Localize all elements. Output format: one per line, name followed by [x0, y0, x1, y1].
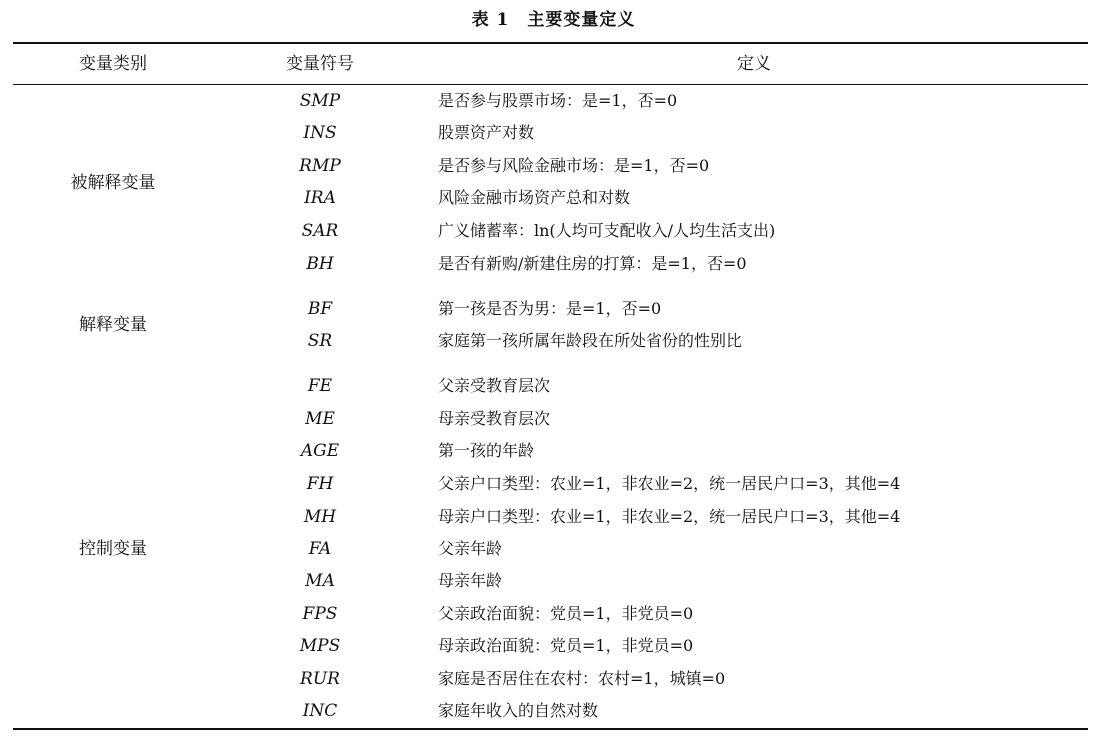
table-row: [0, 502, 1107, 532]
variable-definition: 家庭年收入的自然对数: [438, 701, 599, 720]
variable-symbol: INS: [303, 123, 337, 143]
variable-definition: 广义储蓄率：ln(人均可支配收入/人均生活支出): [438, 221, 776, 240]
table-row: [0, 216, 1107, 246]
variable-definition: 家庭是否居住在农村：农村=1，城镇=0: [438, 669, 726, 688]
variable-definition: 股票资产对数: [438, 123, 535, 142]
group-label-dependent: 被解释变量: [70, 173, 156, 193]
variable-definition: 母亲受教育层次: [438, 409, 551, 428]
table-number: 表 1: [471, 10, 510, 30]
variable-symbol: ME: [305, 409, 335, 429]
variable-symbol: SMP: [299, 91, 341, 111]
bottom-rule: [13, 728, 1088, 730]
variable-definition: 母亲年龄: [438, 571, 503, 590]
variable-symbol: AGE: [300, 441, 340, 461]
variable-symbol: MA: [305, 571, 335, 591]
table-row: [0, 534, 1107, 564]
table-row: [0, 294, 1107, 324]
variable-symbol: SR: [307, 331, 333, 351]
table-row: [0, 664, 1107, 694]
variable-definition: 风险金融市场资产总和对数: [438, 188, 631, 207]
variable-definition: 是否参与风险金融市场：是=1，否=0: [438, 156, 710, 175]
variable-symbol: FPS: [302, 604, 338, 624]
table-row: [0, 566, 1107, 596]
variable-symbol: INC: [302, 701, 338, 721]
variable-definition: 母亲户口类型：农业=1，非农业=2，统一居民户口=3，其他=4: [438, 507, 901, 526]
variable-definition: 家庭第一孩所属年龄段在所处省份的性别比: [438, 331, 743, 350]
variable-definition: 父亲受教育层次: [438, 376, 551, 395]
variable-definition: 是否有新购/新建住房的打算：是=1，否=0: [438, 254, 747, 273]
variable-symbol: MPS: [299, 636, 341, 656]
table-row: [0, 183, 1107, 213]
table-row: [0, 599, 1107, 629]
top-rule: [13, 42, 1088, 44]
variable-symbol: RMP: [299, 156, 341, 176]
variable-symbol: FE: [307, 376, 333, 396]
variable-symbol: FA: [308, 539, 332, 559]
table-row: [0, 118, 1107, 148]
variable-symbol: BF: [307, 299, 333, 319]
table-row: [0, 631, 1107, 661]
variable-symbol: RUR: [300, 669, 340, 689]
variable-definition: 父亲政治面貌：党员=1，非党员=0: [438, 604, 694, 623]
variable-definition: 母亲政治面貌：党员=1，非党员=0: [438, 636, 694, 655]
variable-symbol: IRA: [304, 188, 336, 208]
table-row: [0, 436, 1107, 466]
header-symbol: 变量符号: [286, 54, 354, 74]
variable-definition: 第一孩是否为男：是=1，否=0: [438, 299, 662, 318]
variable-definition: 第一孩的年龄: [438, 441, 535, 460]
table-row: [0, 151, 1107, 181]
variable-symbol: BH: [306, 254, 334, 274]
table-row: [0, 371, 1107, 401]
table-row: [0, 86, 1107, 116]
variable-symbol: FH: [306, 474, 334, 494]
table-row: [0, 249, 1107, 279]
header-rule: [13, 84, 1088, 85]
table-caption: [0, 6, 1107, 34]
group-label-control: 控制变量: [79, 539, 147, 559]
header-definition: 定义: [737, 54, 771, 74]
group-label-explanatory: 解释变量: [79, 315, 147, 335]
variable-definition: 父亲年龄: [438, 539, 503, 558]
table-row: [0, 696, 1107, 726]
table-row: [0, 469, 1107, 499]
table-title: 主要变量定义: [527, 10, 636, 30]
table-row: [0, 326, 1107, 356]
header-category: 变量类别: [79, 54, 147, 74]
variable-definition: 是否参与股票市场：是=1，否=0: [438, 91, 678, 110]
variable-symbol: MH: [303, 507, 337, 527]
variable-symbol: SAR: [301, 221, 339, 241]
variable-definition: 父亲户口类型：农业=1，非农业=2，统一居民户口=3，其他=4: [438, 474, 901, 493]
table-row: [0, 404, 1107, 434]
